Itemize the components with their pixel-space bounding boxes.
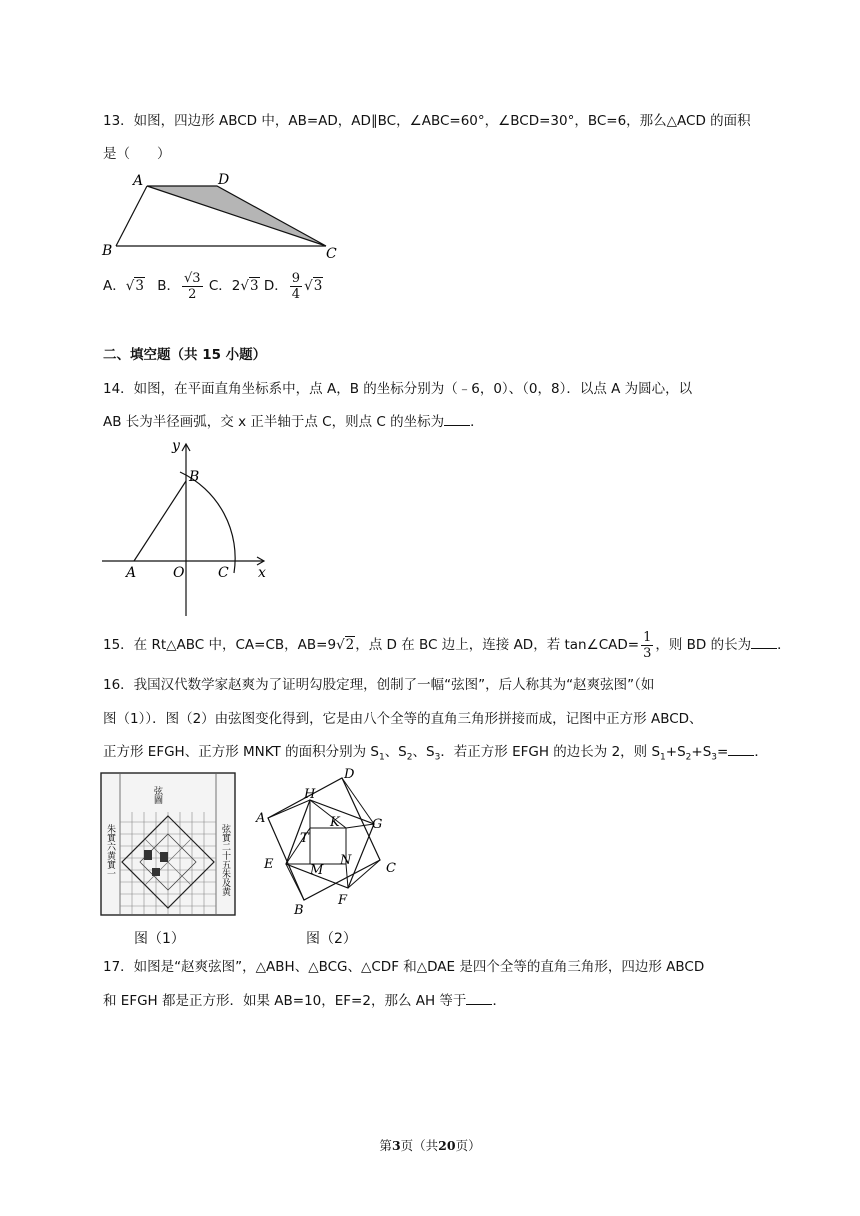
q13-options xyxy=(103,270,323,302)
q17-line1: 17．如图是“赵爽弦图”，△ABH、△BCG、△CDF 和△DAE 是四个全等的直角三角形，四边形 ABCD xyxy=(103,959,705,975)
caption-figure-2: 图（2） xyxy=(306,931,357,947)
option-d[interactable]: D． $\frac{9}{4}$ √3 xyxy=(263,270,323,302)
label-n: N xyxy=(340,853,352,868)
page-footer: 第3页（共20页） xyxy=(379,1138,481,1153)
answer-blank[interactable] xyxy=(751,636,777,649)
label-t: T xyxy=(300,831,309,846)
label-c: C xyxy=(386,861,396,876)
q14-coordinate-figure xyxy=(100,436,272,620)
q13-line2: 是（ ） xyxy=(103,146,171,162)
label-d: D xyxy=(344,768,355,782)
sqrt-3: √3 xyxy=(125,278,144,294)
q14-line1: 14．如图，在平面直角坐标系中，点 A，B 的坐标分别为（﹣6，0）、（0，8）．以点 A 为圆心，以 xyxy=(103,381,693,397)
label-h: H xyxy=(304,787,316,802)
answer-blank[interactable] xyxy=(444,413,470,426)
label-y: y xyxy=(172,438,180,454)
answer-blank[interactable] xyxy=(728,743,754,756)
q17-line2: 和 EFGH 都是正方形．如果 AB=10，EF=2，那么 AH 等于 ． xyxy=(103,993,506,1009)
label-b: B xyxy=(102,243,113,259)
triangle-acd-shaded xyxy=(147,186,326,246)
option-a[interactable]: A．√3 xyxy=(103,278,144,294)
label-x: x xyxy=(258,565,266,581)
label-a: A xyxy=(126,565,137,581)
zhao-shuang-figure-2 xyxy=(250,768,406,920)
label-o: O xyxy=(173,565,185,581)
q16-line1: 16．我国汉代数学家赵爽为了证明勾股定理，创制了一幅“弦图”，后人称其为“赵爽弦图”（如 xyxy=(103,677,655,693)
arc-bc xyxy=(180,472,235,573)
caption-figure-1: 图（1） xyxy=(134,931,185,947)
answer-blank[interactable] xyxy=(466,992,492,1005)
option-b[interactable]: B． $\frac{√3}{2}$ xyxy=(157,270,201,302)
label-a: A xyxy=(256,811,266,826)
fig1-left-text: 朱實六黄實一 xyxy=(105,824,115,878)
fig1-title: 弦圖 xyxy=(152,786,162,804)
q13-line1: 13．如图，四边形 ABCD 中，AB=AD，AD∥BC，∠ABC=60°，∠BCD=30°，BC=6，那么△ACD 的面积 xyxy=(103,113,751,129)
q14-line2: AB 长为半径画弧，交 x 正半轴于点 C，则点 C 的坐标为 ． xyxy=(103,414,484,430)
label-b: B xyxy=(189,469,200,485)
label-a: A xyxy=(133,173,144,189)
label-k: K xyxy=(330,815,340,830)
option-c[interactable]: C．2√3 xyxy=(208,278,259,294)
label-e: E xyxy=(264,857,274,872)
label-m: M xyxy=(310,863,324,878)
q16-line2: 图（1））．图（2）由弦图变化得到，它是由八个全等的直角三角形拼接而成，记图中正方形 ABCD、 xyxy=(103,711,703,727)
label-f: F xyxy=(338,893,348,908)
label-c: C xyxy=(218,565,229,581)
label-c: C xyxy=(326,246,337,262)
q15-line: 15．在 Rt△ABC 中，CA=CB，AB=9√2，点 D 在 BC 边上，连接 AD，若 tan∠CAD= $\frac{1}{3}$ ，则 BD 的长为 ． xyxy=(103,629,791,661)
label-b: B xyxy=(294,903,304,918)
zhao-shuang-figure-1 xyxy=(100,772,236,916)
label-d: D xyxy=(218,172,230,188)
fig1-right-text: 弦實二十五朱及黄 xyxy=(220,824,230,896)
section-heading: 二、填空题（共 15 小题） xyxy=(103,347,267,363)
q13-trapezoid-figure xyxy=(100,168,345,262)
segment-ab xyxy=(134,481,186,561)
label-g: G xyxy=(372,817,383,832)
q16-line3: 正方形 EFGH、正方形 MNKT 的面积分别为 $S_1$、$S_2$、$S_3$．若正方形 EFGH 的边长为 2，则 $S_1+S_2+S_3=$ ． xyxy=(103,744,768,763)
square-abcd xyxy=(268,778,383,900)
